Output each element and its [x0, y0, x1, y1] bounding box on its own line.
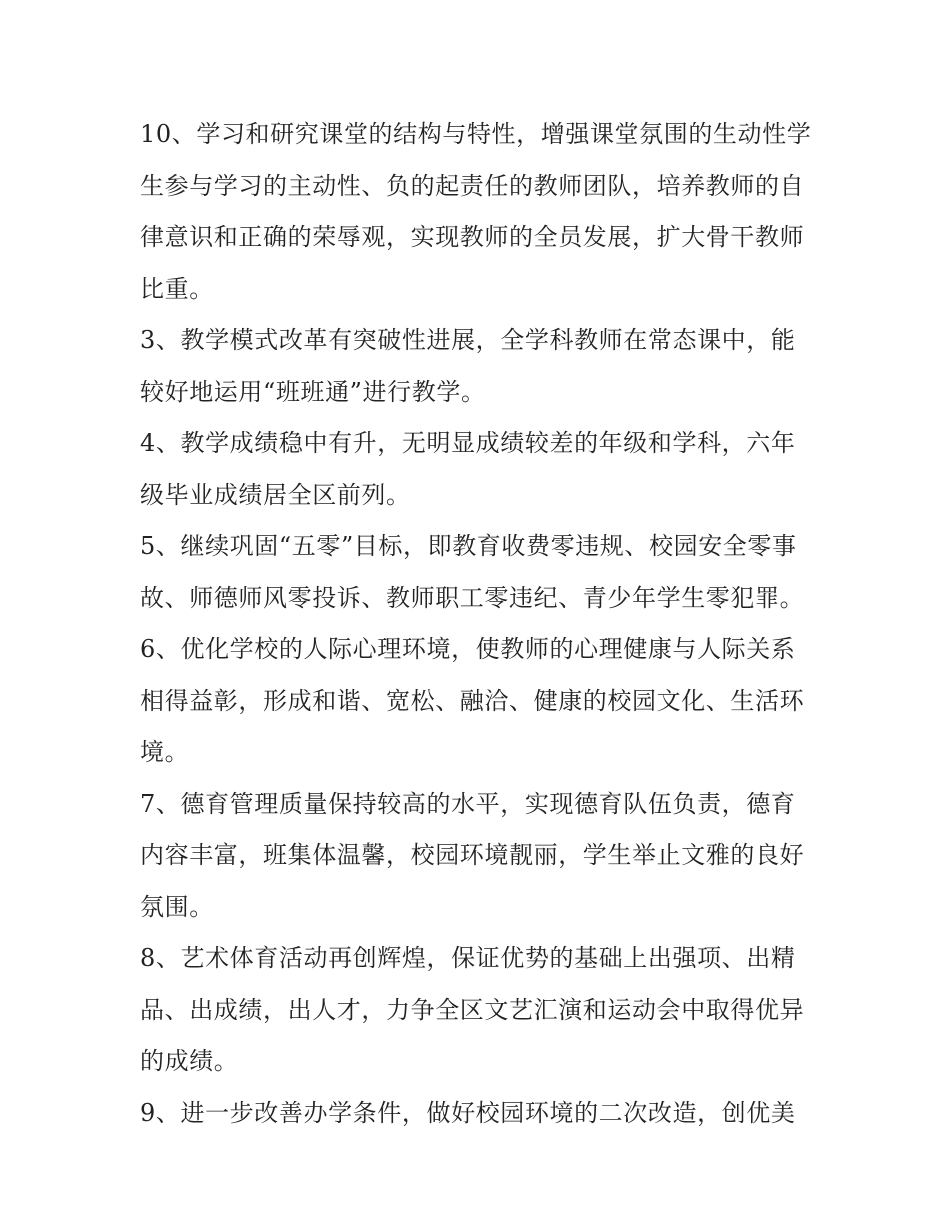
paragraph-item-3: 3、教学模式改革有突破性进展，全学科教师在常态课中，能 较好地运用“班班通”进行教学。	[140, 326, 796, 406]
paragraph-item-7: 7、德育管理质量保持较高的水平，实现德育队伍负责，德育 内容丰富，班集体温馨，校园环境靓丽，学生举止文雅的良好 氛围。	[140, 789, 805, 921]
document-body	[140, 109, 820, 1139]
paragraph-item-10: 10、学习和研究课堂的结构与特性，增强课堂氛围的生动性学 生参与学习的主动性、负的起责任的教师团队，培养教师的自 律意识和正确的荣辱观，实现教师的全员发展，扩大骨干教师 比重。	[140, 120, 812, 303]
paragraph-item-6: 6、优化学校的人际心理环境，使教师的心理健康与人际关系 相得益彰，形成和谐、宽松、融洽、健康的校园文化、生活环 境。	[140, 635, 805, 766]
paragraph-item-8: 8、艺术体育活动再创辉煌，保证优势的基础上出强项、出精 品、出成绩，出人才，力争全区文艺汇演和运动会中取得优异 的成绩。	[140, 944, 805, 1075]
paragraph-item-9: 9、进一步改善办学条件，做好校园环境的二次改造，创优美	[140, 1098, 796, 1127]
paragraph-item-5: 5、继续巩固“五零”目标，即教育收费零违规、校园安全零事 故、师德师风零投诉、教师职工零违纪、青少年学生零犯罪。	[140, 532, 805, 612]
paragraph-item-4: 4、教学成绩稳中有升，无明显成绩较差的年级和学科，六年 级毕业成绩居全区前列。	[140, 429, 796, 509]
